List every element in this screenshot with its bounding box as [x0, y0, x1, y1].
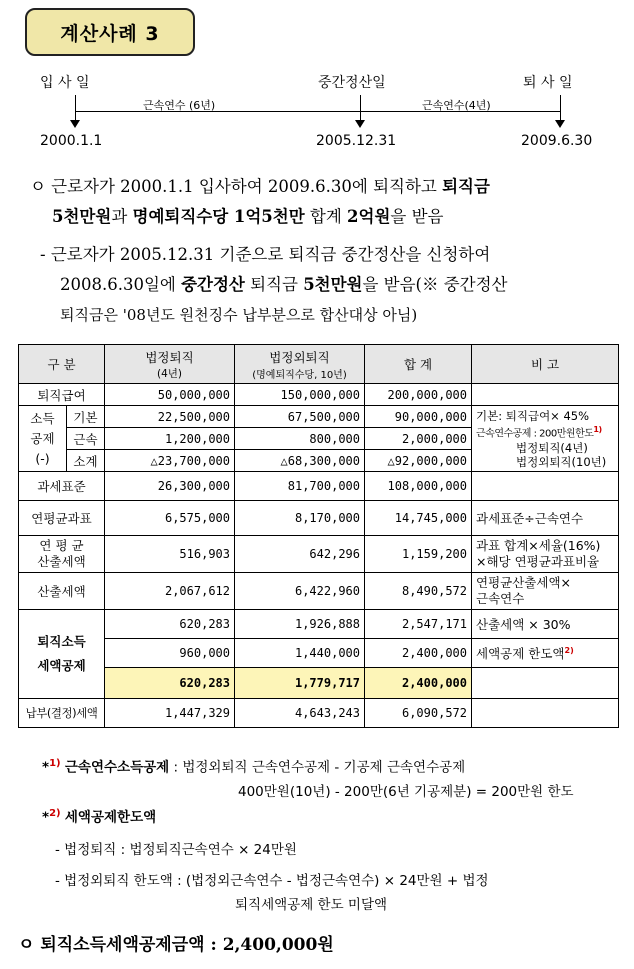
remark-text: 근속연수	[476, 591, 525, 606]
header-category: 구 분	[19, 345, 105, 384]
para-emphasis: 2억원	[347, 207, 391, 226]
timeline-span-second: 근속연수(4년)	[422, 99, 491, 112]
cell: △68,300,000	[235, 450, 365, 472]
footnote-2-item-b	[55, 869, 625, 917]
remark-text: ×해당 연평균과표비율	[476, 554, 600, 569]
remarks-cell	[472, 573, 619, 610]
row-label	[19, 536, 105, 573]
row-label: 연평균과표	[19, 501, 105, 536]
cell: 642,296	[235, 536, 365, 573]
footnote-star: *	[42, 759, 50, 776]
footnote-text: - 법정외퇴직 한도액 : (법정외근속연수 - 법정근속연수) × 24만원 + 법정	[55, 873, 489, 889]
table-row	[19, 573, 619, 610]
cell: 1,440,000	[235, 639, 365, 668]
para-text: ㅇ 근로자가 2000.1.1 입사하여 2009.6.30에 퇴직하고	[30, 177, 443, 196]
cell: 2,547,171	[365, 610, 472, 639]
row-sublabel: 근속	[67, 428, 105, 450]
row-label: 납부(결정)세액	[19, 699, 105, 728]
timeline-label-mid: 중간정산일	[318, 75, 386, 91]
para-text: 과	[111, 207, 133, 226]
table-row	[19, 536, 619, 573]
footnote-ref: 1)	[593, 425, 602, 434]
remark-text: 법정외퇴직(10년)	[516, 455, 607, 470]
deduction-group-label	[19, 406, 67, 472]
cell: 2,400,000	[365, 639, 472, 668]
row-sublabel: 기본	[67, 406, 105, 428]
final-summary	[18, 930, 334, 955]
cell: △23,700,000	[105, 450, 235, 472]
footnote-star: *	[42, 809, 50, 826]
cell: 960,000	[105, 639, 235, 668]
table-row	[19, 384, 619, 406]
remark-text: 산출세액 × 30%	[472, 610, 619, 639]
table-row	[19, 610, 619, 639]
remarks-cell	[472, 536, 619, 573]
cell: 516,903	[105, 536, 235, 573]
timeline-arrow-end-icon	[555, 120, 565, 128]
footnote-ref: 1)	[49, 758, 61, 769]
final-amount: 2,400,000원	[222, 935, 334, 955]
remark-text: 과세표준÷근속연수	[472, 501, 619, 536]
table-row	[19, 639, 619, 668]
row-sublabel: 소계	[67, 450, 105, 472]
para-text: - 근로자가 2005.12.31 기준으로 퇴직금 중간정산을 신청하여	[40, 245, 491, 264]
row-label: 소득	[30, 410, 55, 426]
row-label-line: 세액공제	[37, 658, 86, 673]
remarks-cell	[472, 384, 619, 406]
table-row	[19, 406, 619, 428]
para-text: 퇴직금은 '08년도 원천징수 납부분으로 합산대상 아님)	[60, 306, 418, 324]
footnote-2	[42, 802, 622, 830]
cell: 620,283	[105, 668, 235, 699]
cell: 67,500,000	[235, 406, 365, 428]
para-emphasis: 명예퇴직수당 1억5천만	[132, 207, 305, 226]
para-emphasis: 중간정산	[181, 275, 245, 294]
timeline-date-start: 2000.1.1	[40, 133, 103, 149]
para-emphasis: 퇴직금	[442, 177, 490, 196]
row-label: 공제	[30, 430, 55, 446]
para-text: 을 받음	[390, 207, 444, 226]
cell: 800,000	[235, 428, 365, 450]
header-statutory-sub: (4년)	[156, 367, 183, 380]
cell: 108,000,000	[365, 472, 472, 501]
cell: 1,926,888	[235, 610, 365, 639]
remarks-cell	[472, 668, 619, 699]
calculation-table	[18, 344, 619, 728]
table-row	[19, 668, 619, 699]
timeline-arrow-mid-icon	[355, 120, 365, 128]
cell: 50,000,000	[105, 384, 235, 406]
paragraph-sub	[40, 240, 625, 330]
table-row	[19, 472, 619, 501]
row-label	[19, 610, 105, 699]
table-header-row	[19, 345, 619, 384]
row-label: (-)	[35, 450, 50, 466]
timeline-arrow-start-icon	[70, 120, 80, 128]
footnote-2-item-a: - 법정퇴직 : 법정퇴직근속연수 × 24만원	[55, 842, 297, 858]
cell: 1,159,200	[365, 536, 472, 573]
para-text: 퇴직금	[244, 275, 304, 294]
timeline-span-first: 근속연수 (6년)	[143, 99, 216, 112]
row-label-line: 퇴직소득	[37, 634, 86, 649]
remarks-cell	[472, 406, 619, 472]
cell: 200,000,000	[365, 384, 472, 406]
header-total: 합 계	[365, 345, 472, 384]
cell: 8,170,000	[235, 501, 365, 536]
cell: 6,575,000	[105, 501, 235, 536]
para-emphasis: 5천만원	[303, 275, 363, 294]
header-statutory	[105, 345, 235, 384]
cell: 26,300,000	[105, 472, 235, 501]
page-title: 계산사례 3	[25, 8, 195, 56]
footnote-ref: 2)	[564, 645, 574, 655]
paragraph-main	[30, 172, 620, 232]
cell: 2,000,000	[365, 428, 472, 450]
header-non-statutory-title: 법정외퇴직	[269, 349, 330, 365]
para-text: 을 받음(※ 중간정산	[362, 275, 508, 294]
remark-text: 세액공제 한도액	[476, 646, 565, 661]
cell: 620,283	[105, 610, 235, 639]
cell: 90,000,000	[365, 406, 472, 428]
footnote-text: 퇴직세액공제 한도 미달액	[235, 897, 388, 913]
footnote-1	[42, 752, 622, 804]
para-text: 합계	[304, 207, 348, 226]
cell: 1,200,000	[105, 428, 235, 450]
row-label: 퇴직급여	[19, 384, 105, 406]
cell: 6,090,572	[365, 699, 472, 728]
table-row	[19, 501, 619, 536]
cell: 1,447,329	[105, 699, 235, 728]
row-label: 산출세액	[19, 573, 105, 610]
footnote-ref: 2)	[49, 808, 61, 819]
timeline-date-mid: 2005.12.31	[316, 133, 397, 149]
cell: 1,779,717	[235, 668, 365, 699]
cell: 81,700,000	[235, 472, 365, 501]
cell: 14,745,000	[365, 501, 472, 536]
cell: △92,000,000	[365, 450, 472, 472]
header-non-statutory	[235, 345, 365, 384]
remarks-cell	[472, 639, 619, 668]
table-row	[19, 699, 619, 728]
remark-text: 근속연수공제 : 200만원한도	[476, 428, 594, 440]
row-label-line: 연 평 균	[39, 538, 84, 553]
row-label-line: 산출세액	[37, 554, 86, 569]
remark-text: 과표 합계×세율(16%)	[476, 538, 601, 553]
header-statutory-title: 법정퇴직	[145, 349, 194, 365]
header-non-statutory-sub: (명예퇴직수당, 10년)	[252, 369, 347, 381]
row-label: 과세표준	[19, 472, 105, 501]
footnote-heading: 근속연수소득공제	[64, 759, 170, 776]
remark-text: 법정퇴직(4년)	[516, 441, 588, 456]
remarks-cell	[472, 699, 619, 728]
final-label: ㅇ 퇴직소득세액공제금액 :	[18, 935, 223, 955]
cell: 4,643,243	[235, 699, 365, 728]
cell: 22,500,000	[105, 406, 235, 428]
cell: 2,400,000	[365, 668, 472, 699]
para-text: 2008.6.30일에	[60, 275, 182, 294]
timeline-label-start: 입 사 일	[40, 75, 90, 91]
remark-text: 연평균산출세액×	[476, 575, 571, 590]
cell: 150,000,000	[235, 384, 365, 406]
timeline-date-end: 2009.6.30	[521, 133, 593, 149]
cell: 8,490,572	[365, 573, 472, 610]
remarks-cell	[472, 472, 619, 501]
cell: 2,067,612	[105, 573, 235, 610]
footnote-text: 400만원(10년) - 200만(6년 기공제분) = 200만원 한도	[238, 783, 574, 800]
header-remarks: 비 고	[472, 345, 619, 384]
footnote-heading: 세액공제한도액	[64, 809, 157, 826]
timeline-label-end: 퇴 사 일	[523, 75, 573, 91]
para-emphasis: 5천만원	[52, 207, 112, 226]
cell: 6,422,960	[235, 573, 365, 610]
remark-text: 기본: 퇴직급여× 45%	[476, 409, 590, 423]
footnote-text: : 법정외퇴직 근속연수공제 - 기공제 근속연수공제	[169, 759, 466, 776]
